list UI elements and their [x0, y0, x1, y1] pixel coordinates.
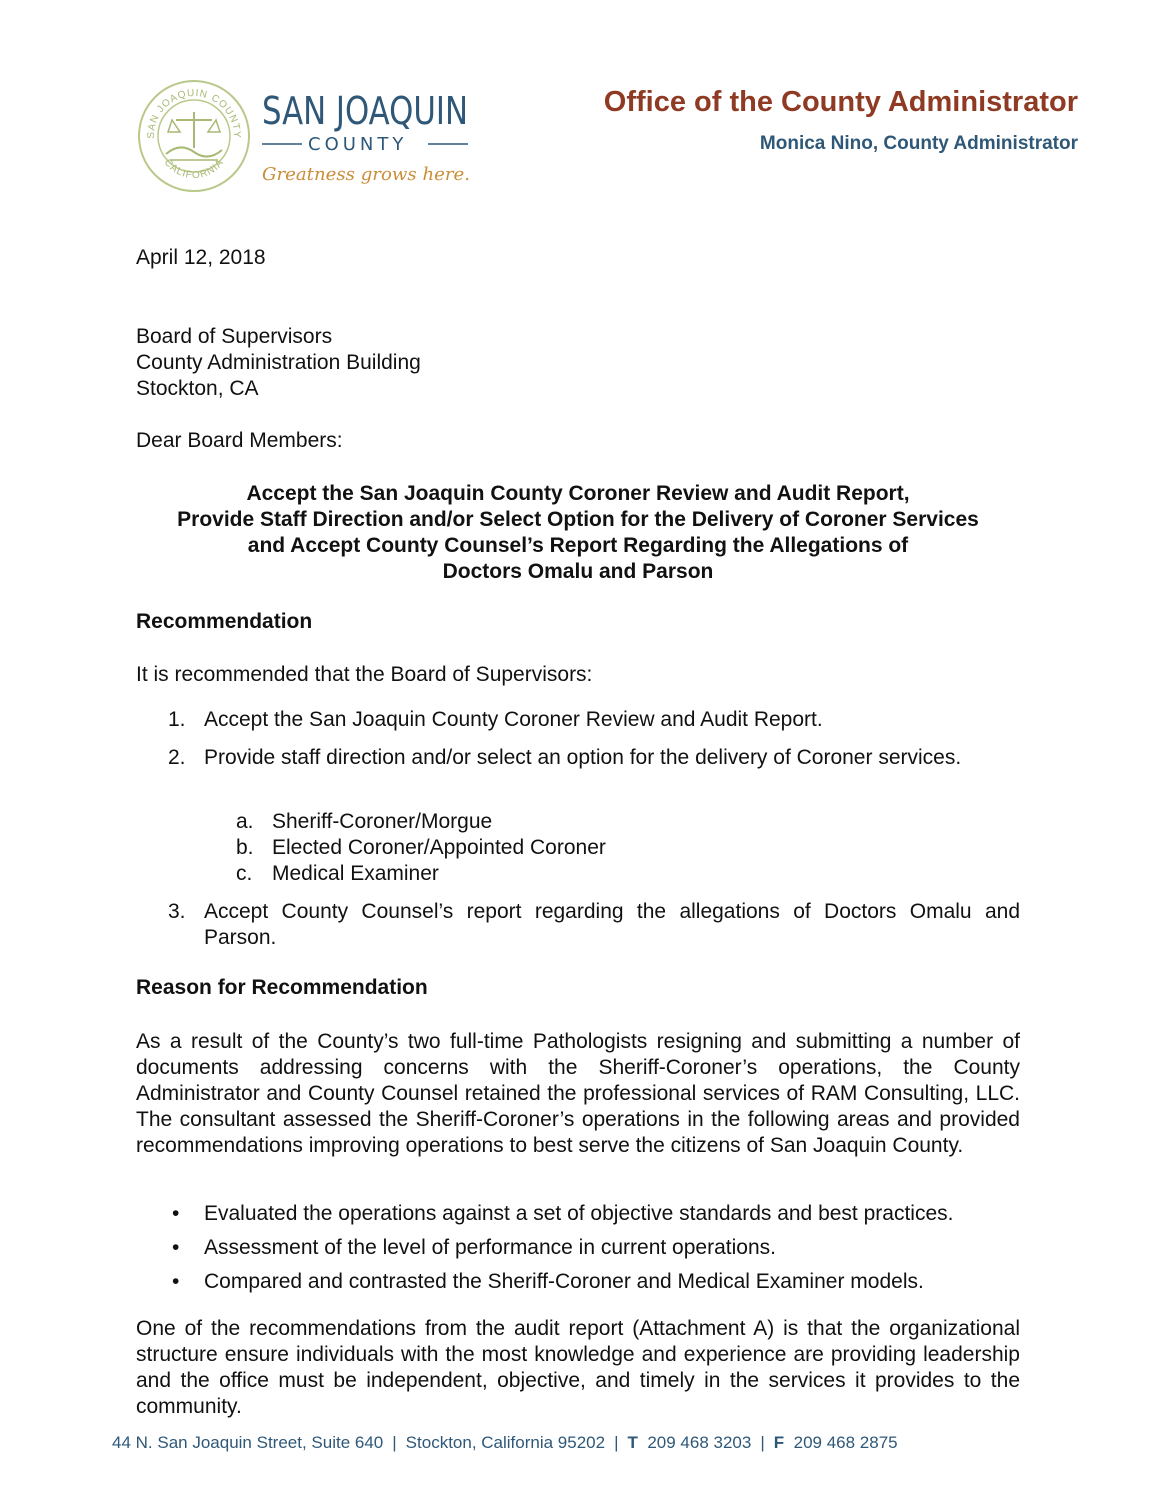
item-text: Provide staff direction and/or select an option for the delivery of Coroner services. — [204, 746, 962, 769]
svg-text:SAN JOAQUIN COUNTY: SAN JOAQUIN COUNTY — [145, 87, 243, 139]
subject-line: Accept the San Joaquin County Coroner Review and Audit Report, — [246, 482, 910, 505]
bullet-item — [136, 1201, 953, 1227]
subject-line: Provide Staff Direction and/or Select Option for the Delivery of Coroner Services — [177, 508, 979, 531]
item-number: 3. — [168, 900, 186, 923]
option-letter: a. — [236, 810, 254, 833]
reason-paragraph: As a result of the County’s two full-time Pathologists resigning and submitting a number of documents addressing concerns with the Sheriff-Coroner’s operations, the County Administrator and County Counsel retained the professional services of RAM Consulting, LLC. The consultant assessed the Sheriff-Coroner’s operations in the following areas and provided recommendations improving operations to best serve the citizens of San Joaquin County. — [136, 1030, 1020, 1157]
recommendation-item — [136, 899, 1020, 951]
letter-date: April 12, 2018 — [136, 246, 266, 269]
letter-subject — [136, 481, 1020, 585]
footer-address: 44 N. San Joaquin Street, Suite 640 — [112, 1433, 384, 1452]
bullet-item — [136, 1235, 953, 1261]
bullet-text: Assessment of the level of performance in current operations. — [204, 1236, 776, 1259]
footer-fax: 209 468 2875 — [793, 1433, 898, 1452]
bullet-icon: • — [172, 1202, 180, 1225]
county-brand-logo — [262, 84, 482, 194]
item-number: 2. — [168, 746, 186, 769]
option-letter: b. — [236, 836, 254, 859]
fax-label: F — [773, 1433, 785, 1452]
footer-separator: | — [614, 1433, 619, 1452]
office-title: Office of the County Administrator — [603, 86, 1078, 118]
option-item — [236, 835, 606, 861]
footer-city: Stockton, California 95202 — [405, 1433, 606, 1452]
option-letter: c. — [236, 862, 253, 885]
footer-separator: | — [760, 1433, 765, 1452]
option-item — [236, 861, 606, 887]
bullet-text: Evaluated the operations against a set of objective standards and best practices. — [204, 1202, 954, 1225]
svg-text:COUNTY: COUNTY — [308, 134, 408, 155]
option-item — [236, 809, 606, 835]
salutation: Dear Board Members: — [136, 429, 343, 452]
bullet-item — [136, 1269, 953, 1295]
coroner-options-list — [236, 809, 606, 887]
svg-text:Greatness grows here.: Greatness grows here. — [262, 164, 470, 185]
address-line: County Administration Building — [136, 351, 421, 374]
address-line: Board of Supervisors — [136, 325, 333, 348]
recommendation-intro: It is recommended that the Board of Supervisors: — [136, 663, 593, 686]
bullet-icon: • — [172, 1270, 180, 1293]
option-text: Medical Examiner — [272, 862, 439, 885]
footer-contact — [112, 1433, 898, 1453]
recommendation-heading: Recommendation — [136, 610, 313, 633]
assessment-bullet-list — [136, 1201, 953, 1303]
option-text: Sheriff-Coroner/Morgue — [272, 810, 493, 833]
svg-text:CALIFORNIA: CALIFORNIA — [161, 157, 227, 182]
item-text: Accept the San Joaquin County Coroner Review and Audit Report. — [204, 708, 823, 731]
svg-text:SAN JOAQUIN: SAN JOAQUIN — [262, 89, 468, 133]
bullet-text: Compared and contrasted the Sheriff-Coroner and Medical Examiner models. — [204, 1270, 924, 1293]
item-text: Accept County Counsel’s report regarding the allegations of Doctors Omalu and Parson. — [204, 900, 1020, 949]
recommendation-item — [136, 745, 1020, 771]
office-subtitle: Monica Nino, County Administrator — [759, 133, 1078, 154]
footer-separator: | — [392, 1433, 397, 1452]
bullet-icon: • — [172, 1236, 180, 1259]
county-seal-logo — [136, 78, 252, 194]
recommendation-item — [136, 707, 1020, 733]
option-text: Elected Coroner/Appointed Coroner — [272, 836, 606, 859]
address-line: Stockton, CA — [136, 377, 259, 400]
recipient-address — [136, 324, 421, 402]
subject-line: and Accept County Counsel’s Report Regarding the Allegations of — [247, 534, 909, 557]
subject-line: Doctors Omalu and Parson — [442, 560, 714, 583]
reason-heading: Reason for Recommendation — [136, 976, 428, 999]
footer-phone: 209 468 3203 — [647, 1433, 752, 1452]
item-number: 1. — [168, 708, 186, 731]
audit-paragraph: One of the recommendations from the audit report (Attachment A) is that the organizational structure ensure individuals with the most knowledge and experience are providing leadership and the office must be independent, objective, and timely in the services it provides to the community. — [136, 1317, 1020, 1418]
phone-label: T — [627, 1433, 638, 1452]
